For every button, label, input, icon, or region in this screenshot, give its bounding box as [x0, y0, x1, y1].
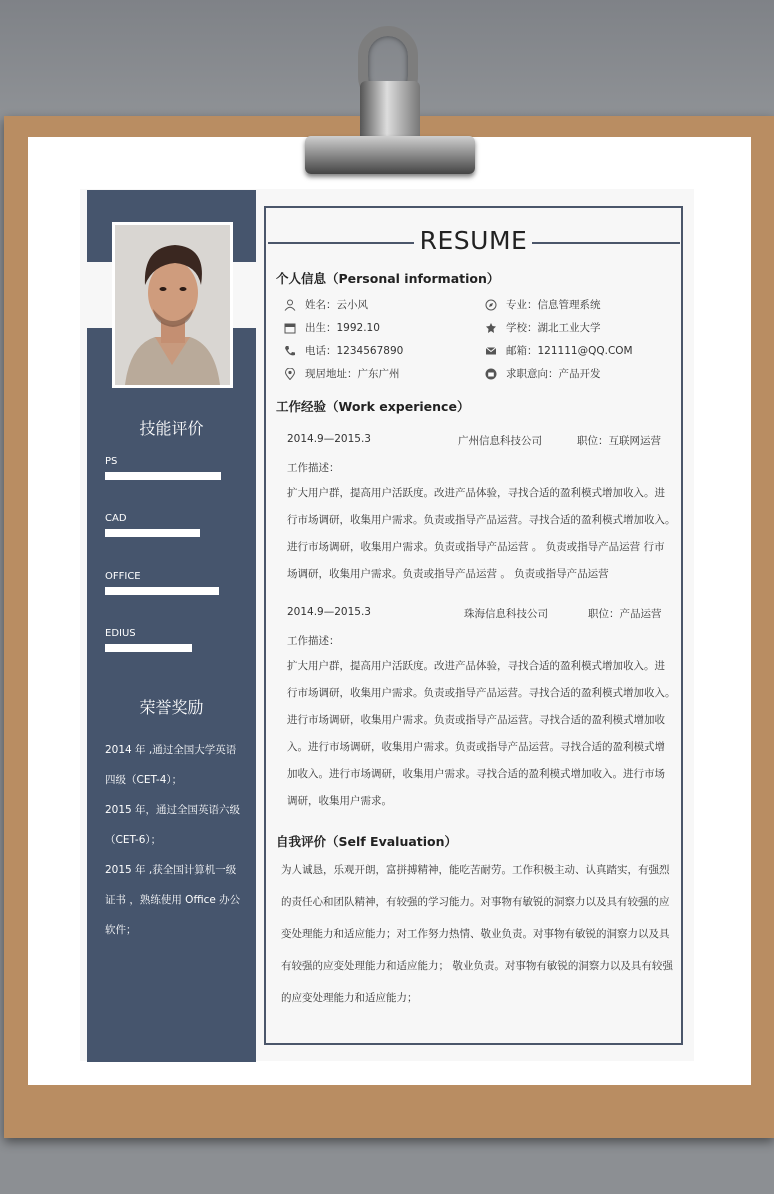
info-email [485, 343, 633, 358]
self-eval-line: 的应变处理能力和适应能力； [281, 992, 418, 1004]
compass-icon [485, 299, 497, 311]
self-eval-line: 有较强的应变处理能力和适应能力； 敬业负责。对事物有敏锐的洞察力以及具有较强 [281, 960, 673, 972]
job-desc-line: 入。进行市场调研，收集用户需求。负责或指导产品运营。寻找合适的盈利模式增 [287, 741, 665, 753]
info-text: 姓名：云小风 [305, 299, 368, 311]
job-description [287, 653, 676, 815]
job-period: 2014.9—2015.3 [287, 606, 371, 618]
avatar [112, 222, 233, 388]
info-birth [284, 320, 380, 335]
award-item: 2015 年，通过全国英语六级（CET-6）； [105, 804, 241, 846]
job-company: 珠海信息科技公司 [464, 608, 548, 620]
skill-cad [105, 513, 200, 537]
info-major [485, 297, 601, 312]
job-desc-line: 加收入。进行市场调研，收集用户需求。寻找合适的盈利模式增加收入。进行市场 [287, 768, 665, 780]
skill-label: OFFICE [105, 571, 141, 582]
job-position: 职位：互联网运营 [577, 435, 661, 447]
profile-photo-icon [115, 225, 230, 385]
location-icon [284, 368, 296, 380]
binder-clip-icon [300, 26, 480, 176]
job-desc-line: 扩大用户群，提高用户活跃度。改进产品体验，寻找合适的盈利模式增加收入。进 [287, 487, 665, 499]
job-desc-line: 进行市场调研，收集用户需求。负责或指导产品运营。寻找合适的盈利模式增加收 [287, 714, 665, 726]
skills-title: 技能评价 [139, 419, 204, 438]
info-intention [485, 366, 601, 381]
self-evaluation-text [281, 854, 673, 1014]
skill-bar [105, 644, 192, 652]
school-icon [485, 322, 497, 334]
info-phone [284, 343, 403, 358]
skill-label: EDIUS [105, 628, 136, 639]
job-desc-line: 调研，收集用户需求。 [287, 795, 392, 807]
skill-bar [105, 529, 200, 537]
skill-label: CAD [105, 513, 127, 524]
self-evaluation-heading: 自我评价（Self Evaluation） [276, 834, 458, 849]
job-period: 2014.9—2015.3 [287, 433, 371, 445]
page-title: RESUME [419, 226, 528, 255]
work-experience-heading: 工作经验（Work experience） [276, 399, 470, 414]
info-name [284, 297, 368, 312]
skill-edius [105, 628, 192, 652]
job-desc-line: 行市场调研，收集用户需求。负责或指导产品运营。寻找合适的盈利模式增加收入。 [287, 687, 676, 699]
job-desc-label: 工作描述： [287, 635, 340, 647]
mail-icon [485, 345, 497, 357]
info-text: 专业：信息管理系统 [506, 299, 601, 311]
job-desc-line: 场调研，收集用户需求。负责或指导产品运营 。 负责或指导产品运营 [287, 568, 609, 580]
phone-icon [284, 345, 296, 357]
info-text: 邮箱：121111@QQ.COM [506, 345, 633, 357]
job-desc-line: 行市场调研，收集用户需求。负责或指导产品运营。寻找合适的盈利模式增加收入。 [287, 514, 676, 526]
skill-ps [105, 456, 221, 480]
job-company: 广州信息科技公司 [458, 435, 542, 447]
awards-list [105, 735, 245, 945]
job-description [287, 480, 676, 588]
sidebar [87, 190, 256, 1062]
self-eval-line: 为人诚恳，乐观开朗，富拼搏精神，能吃苦耐劳。工作积极主动、认真踏实，有强烈 [281, 864, 670, 876]
info-text: 求职意向：产品开发 [506, 368, 601, 380]
info-text: 电话：1234567890 [305, 345, 404, 357]
self-eval-line: 变处理能力和适应能力；对工作努力热情、敬业负责。对事物有敏锐的洞察力以及具 [281, 928, 670, 940]
job-desc-line: 进行市场调研，收集用户需求。负责或指导产品运营 。 负责或指导产品运营 行市 [287, 541, 665, 553]
skill-office [105, 571, 219, 595]
info-text: 出生：1992.10 [305, 322, 380, 334]
info-address [284, 366, 400, 381]
job-position: 职位：产品运营 [588, 608, 662, 620]
awards-title: 荣誉奖励 [139, 698, 204, 717]
info-text: 现居地址：广东广州 [305, 368, 400, 380]
award-item: 2015 年 ,获全国计算机一级证书 ，熟练使用 Office 办公软件； [105, 864, 241, 936]
award-item: 2014 年 ,通过全国大学英语四级（CET-4）； [105, 744, 237, 786]
job-desc-label: 工作描述： [287, 462, 340, 474]
personal-info-heading: 个人信息（Personal information） [276, 271, 500, 286]
briefcase-icon [485, 368, 497, 380]
skill-bar [105, 472, 221, 480]
self-eval-line: 的责任心和团队精神，有较强的学习能力。对事物有敏锐的洞察力以及具有较强的应 [281, 896, 670, 908]
skill-bar [105, 587, 219, 595]
job-desc-line: 扩大用户群，提高用户活跃度。改进产品体验，寻找合适的盈利模式增加收入。进 [287, 660, 665, 672]
calendar-icon [284, 322, 296, 334]
info-text: 学校：湖北工业大学 [506, 322, 601, 334]
skill-label: PS [105, 456, 118, 467]
person-icon [284, 299, 296, 311]
info-school [485, 320, 601, 335]
